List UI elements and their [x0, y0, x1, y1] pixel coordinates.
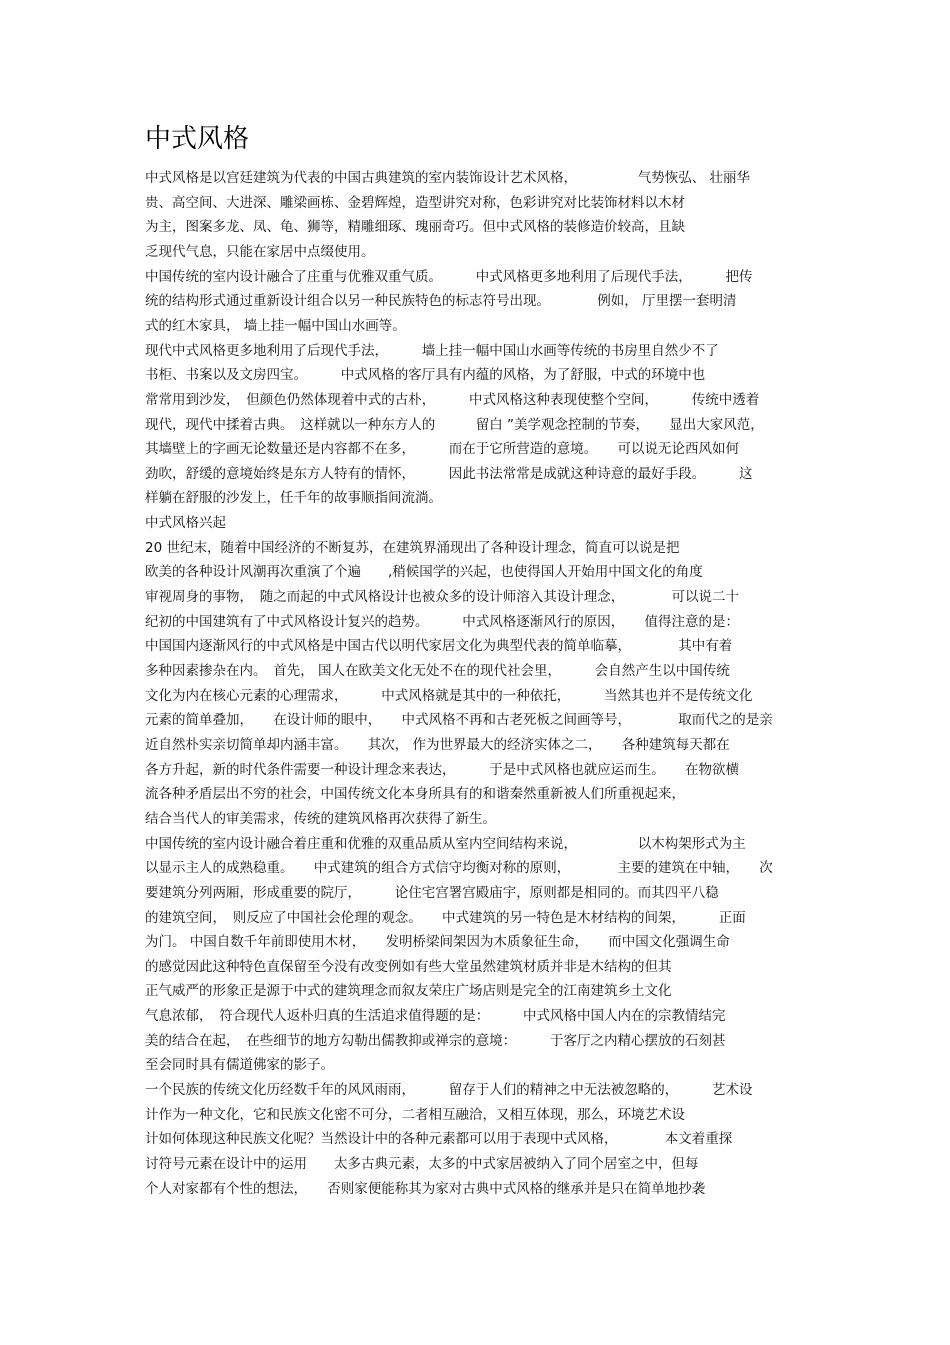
text-line: 各方升起，新的时代条件需要一种设计理念来表达， 于是中式风格也就应运而生。 在物欲横	[145, 761, 739, 778]
text-line: 元素的简单叠加， 在设计师的眼中， 中式风格不再和古老死板之间画等号， 取而代之的是亲	[145, 712, 773, 729]
text-line: 流各种矛盾层出不穷的社会，中国传统文化本身所具有的和谐秦然重新被人们所重视起来，	[145, 786, 685, 803]
text-line: 美的结合在起， 在些细节的地方勾勒出儒教抑或禅宗的意境： 于客厅之内精心摆放的石刻甚	[145, 1032, 726, 1049]
text-line: 20 世纪末，随着中国经济的不断复苏，在建筑界涌现出了各种设计理念，简直可以说是把	[145, 539, 680, 556]
text-line: 现代，现代中揉着古典。 这样就以一种东方人的 留白 ”美学观念控制的节奏， 显出大家风范，	[145, 416, 764, 433]
text-line: 的感觉因此这种特色直保留至今没有改变例如有些大堂虽然建筑材质并非是木结构的但其	[145, 958, 672, 975]
text-line: 文化为内在核心元素的心理需求， 中式风格就是其中的一种依托， 当然其也并不是传统文化	[145, 687, 753, 704]
page-title: 中式风格	[145, 124, 250, 154]
text-line: 纪初的中国建筑有了中式风格设计复兴的趋势。 中式风格逐渐风行的原因， 值得注意的是：	[145, 613, 739, 630]
text-line: 劲吹，舒缓的意境始终是东方人特有的情怀， 因此书法常常是成就这种诗意的最好手段。 这	[145, 465, 753, 482]
text-line: 中国传统的室内设计融合着庄重和优雅的双重品质从室内空间结构来说， 以木构架形式为主	[145, 835, 746, 852]
text-line: 结合当代人的审美需求，传统的建筑风格再次获得了新生。	[145, 810, 496, 827]
text-line: 中式风格是以宫廷建筑为代表的中国古典建筑的室内装饰设计艺术风格， 气势恢弘、 壮丽华	[145, 170, 751, 186]
text-line: 常常用到沙发， 但颜色仍然体现着中式的古朴， 中式风格这种表现使整个空间， 传统中透着	[145, 391, 760, 408]
text-line: 以显示主人的成熟稳重。 中式建筑的组合方式信守均衡对称的原则， 主要的建筑在中轴， 次	[145, 860, 773, 877]
text-line: 贵、高空间、大进深、雕梁画栋、金碧辉煌，造型讲究对称，色彩讲究对比装饰材料以木材	[145, 194, 685, 211]
text-line: 正气威严的形象正是源于中式的建筑理念而叙友荣庄广场店则是完全的江南建筑乡土文化	[145, 983, 672, 1000]
text-line: 中国国内逐渐风行的中式风格是中国古代以明代家居文化为典型代表的简单临摹， 其中有着	[145, 638, 733, 655]
text-line: 审视周身的事物， 随之而起的中式风格设计也被众多的设计师溶入其设计理念， 可以说二十	[145, 589, 739, 605]
text-line: 为门。 中国自数千年前即使用木材， 发明桥梁间架因为木质象征生命， 而中国文化强调生命	[145, 934, 730, 951]
text-line: 要建筑分列两厢，形成重要的院厅， 论住宅宫署宫殿庙宇，原则都是相同的。而其四平八稳	[145, 884, 719, 901]
text-line: 个人对家都有个性的想法， 否则家便能称其为家对古典中式风格的继承并是只在简单地抄袭	[145, 1180, 706, 1197]
text-line: 现代中式风格更多地利用了后现代手法， 墙上挂一幅中国山水画等传统的书房里自然少不了	[145, 342, 719, 359]
text-line: 式的红木家具， 墙上挂一幅中国山水画等。	[145, 317, 406, 334]
text-line: 的建筑空间， 则反应了中国社会伦理的观念。 中式建筑的另一特色是木材结构的间架， 正面	[145, 909, 746, 926]
text-line: 为主，图案多龙、凤、龟、狮等，精雕细琢、瑰丽奇巧。但中式风格的装修造价较高，且缺	[145, 219, 685, 236]
text-line: 其墙壁上的字画无论数量还是内容都不在多， 而在于它所营造的意境。 可以说无论西风如何	[145, 441, 739, 458]
text-line: 计作为一种文化，它和民族文化密不可分，二者相互融洽，又相互体现，那么，环境艺术设	[145, 1106, 685, 1123]
text-line: 一个民族的传统文化历经数千年的风风雨雨， 留存于人们的精神之中无法被忽略的， 艺术设	[145, 1082, 753, 1098]
text-line: 计如何体现这种民族文化呢？当然设计中的各种元素都可以用于表现中式风格， 本文着重探	[145, 1131, 733, 1148]
text-line: 乏现代气息，只能在家居中点缀使用。	[145, 243, 375, 260]
text-line: 至会同时具有儒道佛家的影子。	[145, 1057, 334, 1074]
text-line: 近自然朴实亲切简单却内涵丰富。 其次， 作为世界最大的经济实体之二， 各种建筑每天都在	[145, 736, 730, 753]
text-line: 中式风格兴起	[145, 515, 226, 532]
text-line: 统的结构形式通过重新设计组合以另一种民族特色的标志符号出现。 例如， 厅里摆一套明清	[145, 293, 737, 310]
text-line: 多种因素掺杂在内。 首先， 国人在欧美文化无处不在的现代社会里， 会自然产生以中国传统	[145, 663, 730, 679]
text-line: 样躺在舒服的沙发上，任千年的故事顺指间流淌。	[145, 490, 442, 507]
text-line: 气息浓郁， 符合现代人返朴归真的生活追求值得题的是： 中式风格中国人内在的宗教情结完	[145, 1008, 726, 1025]
text-line: 讨符号元素在设计中的运用 太多古典元素，太多的中式家居被纳入了同个居室之中，但每	[145, 1156, 699, 1172]
text-line: 欧美的各种设计风潮再次重演了个遍 ,稍候国学的兴起，也使得国人开始用中国文化的角度	[145, 564, 703, 581]
text-line: 中国传统的室内设计融合了庄重与优雅双重气质。 中式风格更多地利用了后现代手法， 把传	[145, 268, 753, 285]
text-line: 书柜、书案以及文房四宝。 中式风格的客厅具有内蕴的风格，为了舒服，中式的环境中也	[145, 367, 706, 384]
